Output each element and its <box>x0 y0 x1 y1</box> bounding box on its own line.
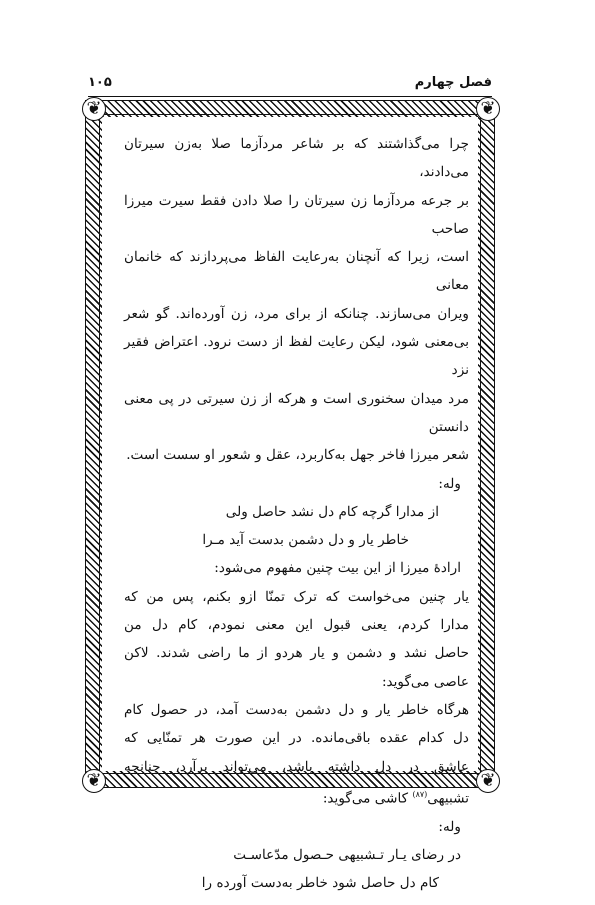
verse-label: وله: <box>438 475 461 492</box>
corner-ornament-icon: ❦ <box>476 769 500 793</box>
body-line: دل کدام عقده باقی‌مانده. در این صورت هر تمنّایی که <box>124 730 469 747</box>
body-line: عاصی می‌گوید: <box>381 673 469 690</box>
body-line: شعر میرزا فاخر جهل به‌کاربرد، عقل و شعور او سست است. <box>126 447 469 464</box>
body-line: ارادهٔ میرزا از این بیت چنین مفهوم می‌شود: <box>214 560 461 577</box>
corner-ornament-icon: ❦ <box>82 769 106 793</box>
verse-line: خاطر یار و دل دشمن بدست آید مـرا <box>202 532 409 549</box>
body-line: هرگاه خاطر یار و دل دشمن به‌دست آمد، در حصول کام <box>124 701 469 718</box>
corner-ornament-icon: ❦ <box>476 97 500 121</box>
body-line: مرد میدان سخنوری است و هرکه از زن سیرتی در پی معنی دانستن <box>124 390 469 435</box>
verse-line: در رضای یـار تـشبیهی حـصول مدّعاسـت <box>233 846 461 863</box>
chapter-title: فصل چهارم <box>414 75 492 90</box>
verse-line: کام دل حاصل شود خاطر به‌دست آورده را <box>201 875 439 892</box>
body-line: ویران می‌سازند. چنانکه از برای مرد، زن آورده‌اند. گو شعر <box>124 305 469 322</box>
body-line: بر جرعه مردآزما زن سیرتان را صلا دادن فقط سیرت میرزا صاحب <box>124 192 469 237</box>
page-header <box>88 72 492 97</box>
body-line: مدارا کردم، یعنی قبول این معنی نمودم، کام دل من <box>124 617 469 634</box>
body-line: بی‌معنی شود، لیکن رعایت لفظ از دست نرود. اعتراض فقیر نزد <box>124 334 469 379</box>
body-line: چرا می‌گذاشتند که بر شاعر مردآزما صلا به‌زن سیرتان می‌دادند، <box>124 136 469 181</box>
body-text: کاشی می‌گوید: <box>322 790 413 807</box>
corner-ornament-icon: ❦ <box>82 97 106 121</box>
footnote-marker[interactable]: (۸۷) <box>412 789 428 799</box>
body-line <box>124 781 469 813</box>
body-line: حاصل نشد و دشمن و یار هردو از ما راضی شدند. لاکن <box>124 645 469 662</box>
body-line: عاشق در دل داشته باشد، می‌تواند برآرد، چنانچه <box>124 758 469 775</box>
body-line: یار چنین می‌خواست که ترک تمنّا ازو بکنم، پس من که <box>124 588 469 605</box>
verse-line: از مدارا گرچه کام دل نشد حاصل ولی <box>225 503 439 520</box>
page-body <box>124 130 469 898</box>
body-text: تشبیهی <box>427 790 469 807</box>
page-number: ۱۰۵ <box>88 75 112 90</box>
verse-label: وله: <box>438 818 461 835</box>
body-line: است، زیرا که آنچنان به‌رعایت الفاظ می‌پردازند که خانمان معانی <box>124 249 469 294</box>
